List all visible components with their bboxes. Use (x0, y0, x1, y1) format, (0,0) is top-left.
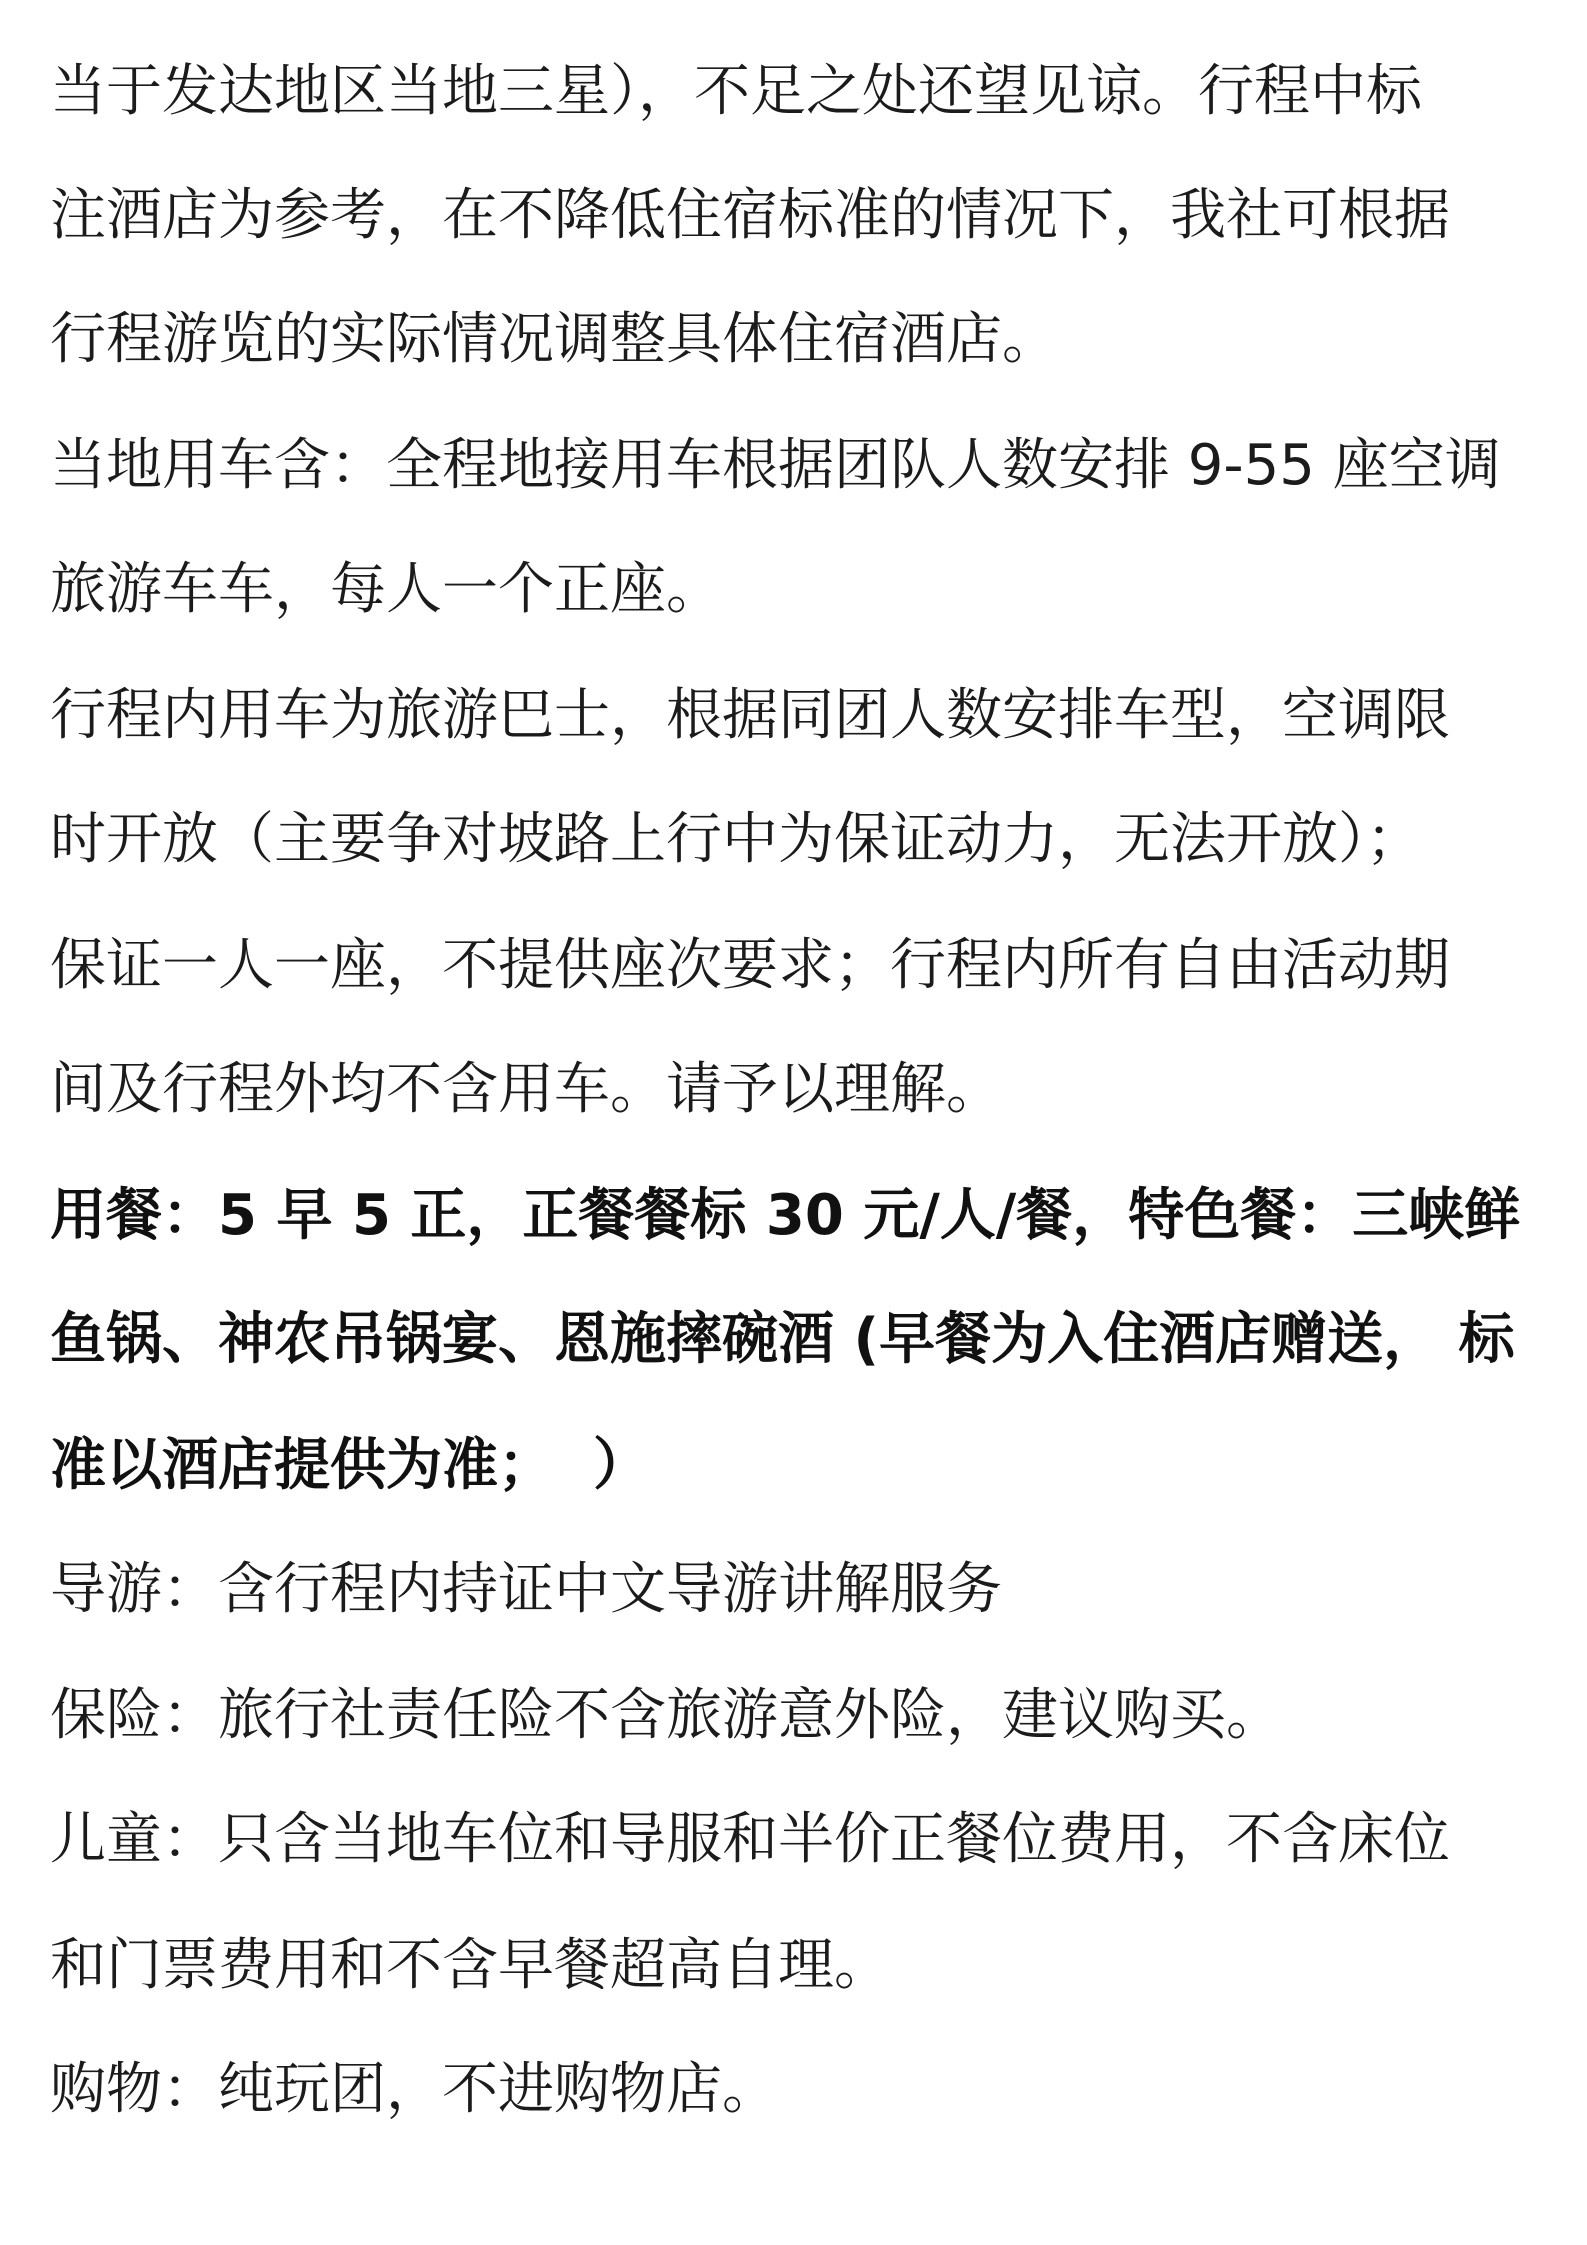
text-line: 和门票费用和不含早餐超高自理。 (50, 1933, 890, 1998)
text-line: 行程游览的实际情况调整具体住宿酒店。 (50, 307, 1058, 372)
text-line: 导游：含行程内持证中文导游讲解服务 (50, 1557, 1002, 1622)
text-line: 购物：纯玩团，不进购物店。 (50, 2057, 778, 2122)
text-line: 当地用车含：全程地接用车根据团队人数安排 9-55 座空调 (50, 433, 1501, 498)
text-line: 儿童：只含当地车位和导服和半价正餐位费用，不含床位 (50, 1807, 1450, 1872)
text-line: 保证一人一座，不提供座次要求；行程内所有自由活动期 (50, 933, 1450, 998)
text-line: 时开放（主要争对坡路上行中为保证动力，无法开放）； (50, 807, 1422, 872)
meal-text-line: 鱼锅、神农吊锅宴、恩施摔碗酒 (早餐为入住酒店赠送， 标 (50, 1307, 1515, 1372)
text-line: 注酒店为参考，在不降低住宿标准的情况下，我社可根据 (50, 183, 1450, 248)
text-line: 旅游车车，每人一个正座。 (50, 557, 722, 622)
text-line: 间及行程外均不含用车。请予以理解。 (50, 1057, 1002, 1122)
text-line: 当于发达地区当地三星），不足之处还望见谅。行程中标 (50, 59, 1422, 124)
meal-text-line: 用餐：5 早 5 正，正餐餐标 30 元/人/餐，特色餐：三峡鲜 (50, 1183, 1521, 1248)
text-line: 行程内用车为旅游巴士，根据同团人数安排车型，空调限 (50, 683, 1450, 748)
text-line: 保险：旅行社责任险不含旅游意外险，建议购买。 (50, 1683, 1282, 1748)
meal-text-line: 准以酒店提供为准； ） (50, 1433, 649, 1498)
